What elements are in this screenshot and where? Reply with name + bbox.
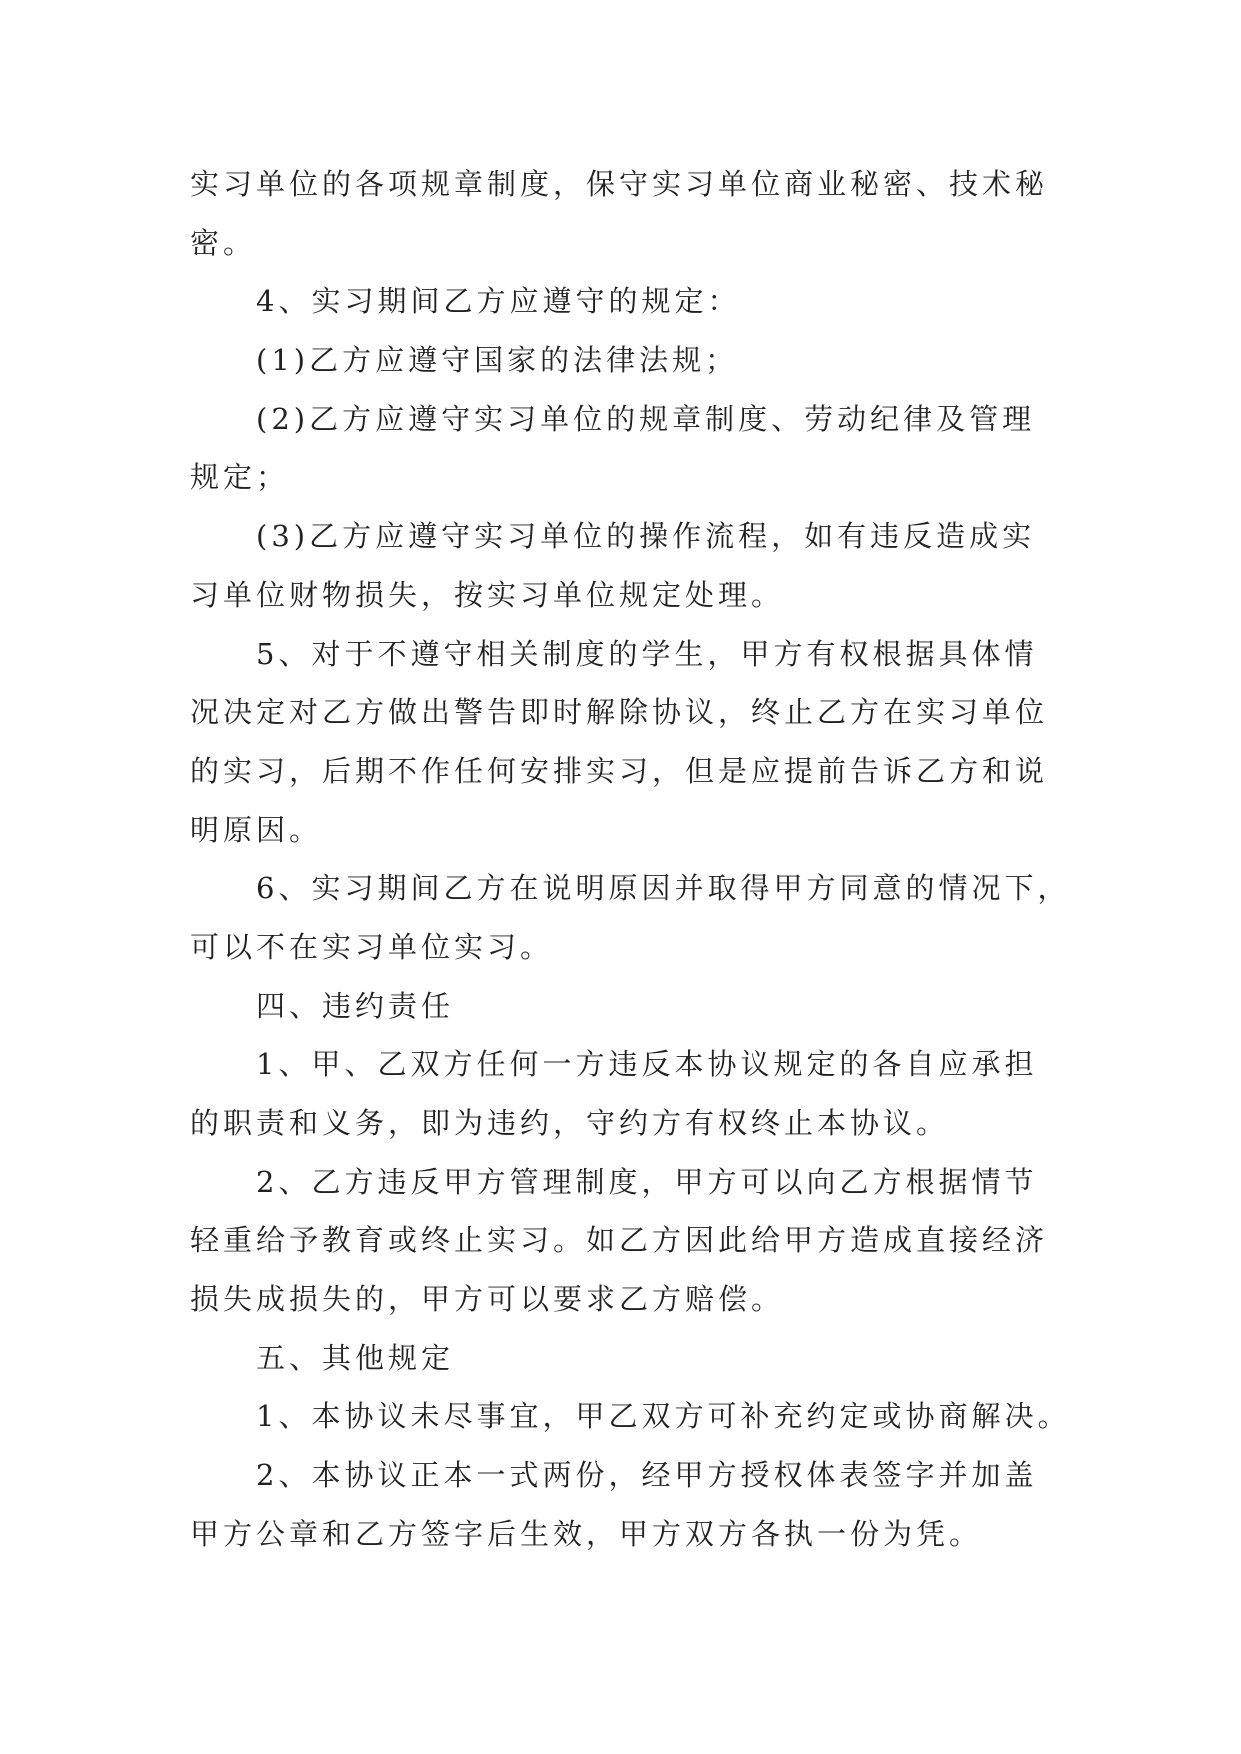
paragraph-line: 1、本协议未尽事宜，甲乙双方可补充约定或协商解决。 (256, 1399, 1070, 1434)
paragraph-line: 习单位财物损失，按实习单位规定处理。 (190, 577, 785, 612)
paragraph-line: 况决定对乙方做出警告即时解除协议，终止乙方在实习单位 (190, 695, 1049, 730)
paragraph-line: 的实习，后期不作任何安排实习，但是应提前告诉乙方和说 (190, 753, 1049, 788)
paragraph-line: 4、实习期间乙方应遵守的规定： (256, 284, 741, 319)
paragraph (190, 977, 1070, 1036)
paragraph (190, 859, 1070, 976)
paragraph-line: 5、对于不遵守相关制度的学生，甲方有权根据具体情 (256, 636, 1038, 671)
paragraph (190, 507, 1070, 624)
paragraph (190, 1153, 1070, 1329)
paragraph-line: 四、违约责任 (256, 988, 455, 1023)
paragraph (190, 272, 1070, 331)
paragraph (190, 155, 1070, 272)
paragraph (190, 1329, 1070, 1388)
paragraph-line: 1、甲、乙双方任何一方违反本协议规定的各自应承担 (256, 1047, 1038, 1082)
paragraph (190, 1446, 1070, 1563)
paragraph (190, 625, 1070, 860)
paragraph-line: 实习单位的各项规章制度，保守实习单位商业秘密、技术秘 (190, 167, 1049, 201)
paragraph-line: 的职责和义务，即为违约，守约方有权终止本协议。 (190, 1106, 950, 1140)
paragraph-line: (2)乙方应遵守实习单位的规章制度、劳动纪律及管理 (256, 401, 1036, 436)
paragraph-line: 2、乙方违反甲方管理制度，甲方可以向乙方根据情节 (256, 1164, 1038, 1199)
document-body (190, 155, 1070, 1564)
paragraph-line: 6、实习期间乙方在说明原因并取得甲方同意的情况下， (256, 871, 1070, 906)
paragraph-line: 五、其他规定 (256, 1340, 455, 1375)
paragraph (190, 1387, 1070, 1446)
paragraph-line: 规定； (190, 460, 290, 495)
paragraph-line: 甲方公章和乙方签字后生效，甲方双方各执一份为凭。 (190, 1516, 983, 1551)
paragraph-line: (3)乙方应遵守实习单位的操作流程，如有违反造成实 (256, 519, 1036, 554)
paragraph-line: 2、本协议正本一式两份，经甲方授权体表签字并加盖 (256, 1458, 1038, 1493)
paragraph-line: (1)乙方应遵守国家的法律法规； (256, 343, 739, 378)
paragraph-line: 密。 (190, 225, 257, 260)
paragraph-line: 轻重给予教育或终止实习。如乙方因此给甲方造成直接经济 (190, 1223, 1049, 1258)
paragraph-line: 可以不在实习单位实习。 (190, 929, 554, 964)
paragraph (190, 331, 1070, 390)
paragraph-line: 明原因。 (190, 812, 323, 847)
paragraph-line: 损失成损失的，甲方可以要求乙方赔偿。 (190, 1282, 785, 1317)
paragraph (190, 1035, 1070, 1152)
paragraph (190, 390, 1070, 507)
